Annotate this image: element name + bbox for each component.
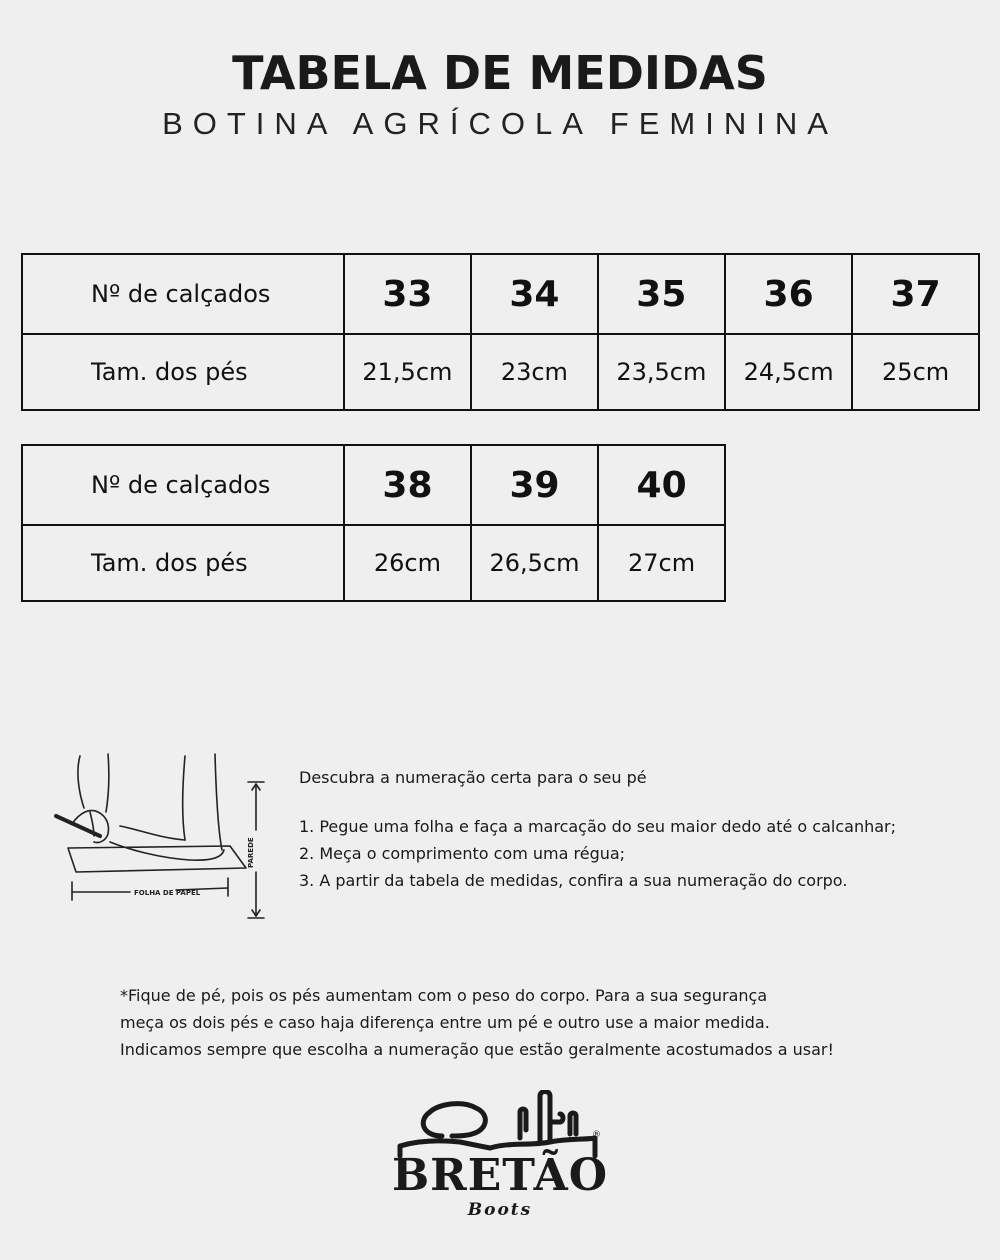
size-cell: 36 [725,254,852,334]
paper-label: FOLHA DE PAPEL [134,889,201,897]
size-cell: 35 [598,254,725,334]
page-title: TABELA DE MEDIDAS [232,46,768,100]
row-label-size: Nº de calçados [22,254,344,334]
footnote [120,982,960,1063]
registered-mark: ® [592,1130,601,1140]
logo-subtitle: Boots [467,1200,533,1220]
table-row [22,254,979,334]
row-label-foot: Tam. dos pés [22,334,344,410]
size-cell: 40 [598,445,725,525]
wall-label: PAREDE [247,837,255,868]
foot-length-cell: 25cm [852,334,979,410]
footnote-line: *Fique de pé, pois os pés aumentam com o peso do corpo. Para a sua segurança [120,986,768,1005]
foot-length-cell: 27cm [598,525,725,601]
table-row [22,445,725,525]
list-item: 3. A partir da tabela de medidas, confira a sua numeração do corpo. [299,871,848,890]
size-table-1 [21,253,980,411]
brand-logo [380,1090,620,1220]
foot-length-cell: 21,5cm [344,334,471,410]
size-cell: 38 [344,445,471,525]
footnote-line: Indicamos sempre que escolha a numeração que estão geralmente acostumados a usar! [120,1040,834,1059]
foot-length-cell: 24,5cm [725,334,852,410]
foot-length-cell: 23,5cm [598,334,725,410]
foot-measuring-illustration [50,750,270,925]
page-subtitle: BOTINA AGRÍCOLA FEMININA [162,106,838,141]
foot-length-cell: 26cm [344,525,471,601]
size-cell: 34 [471,254,598,334]
list-item: 2. Meça o comprimento com uma régua; [299,844,626,863]
instructions-steps [299,813,989,894]
foot-length-cell: 23cm [471,334,598,410]
table-row [22,525,725,601]
list-item: 1. Pegue uma folha e faça a marcação do seu maior dedo até o calcanhar; [299,817,896,836]
size-table-2 [21,444,726,602]
row-label-size: Nº de calçados [22,445,344,525]
row-label-foot: Tam. dos pés [22,525,344,601]
size-cell: 33 [344,254,471,334]
size-cell: 37 [852,254,979,334]
size-cell: 39 [471,445,598,525]
footnote-line: meça os dois pés e caso haja diferença entre um pé e outro use a maior medida. [120,1013,770,1032]
foot-length-cell: 26,5cm [471,525,598,601]
measuring-instructions [299,768,989,894]
instructions-intro: Descubra a numeração certa para o seu pé [299,768,647,787]
logo-wordmark: BRETÃO [391,1150,609,1201]
table-row [22,334,979,410]
